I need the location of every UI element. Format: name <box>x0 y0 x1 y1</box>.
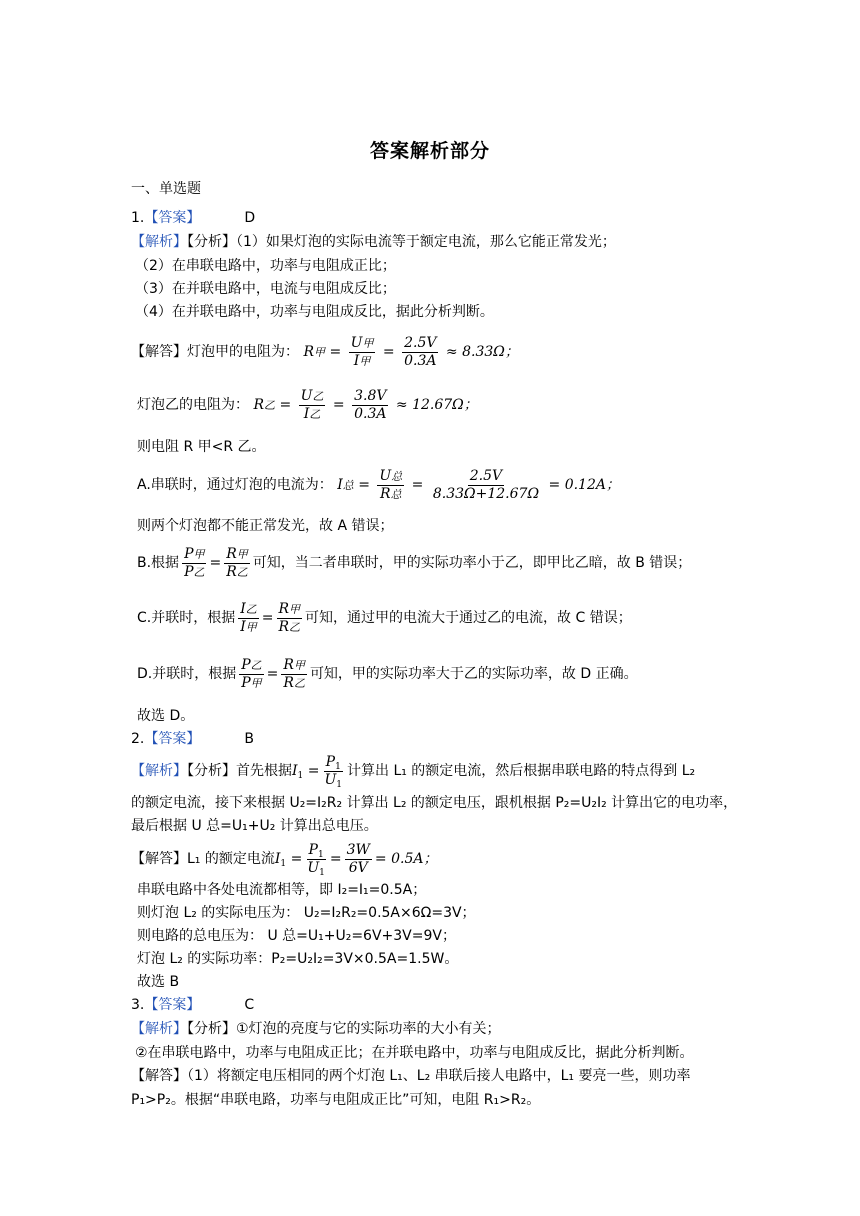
q1-option-b-line: B.根据 $\frac{\text{P甲}}{\text{P乙}}$ = $\frac{\text{R甲}}{\text{R乙}}$ 可知，当二者串联时，甲的实际功率小于乙，即甲比乙暗，故 B 错误； <box>137 545 692 580</box>
q2-fenxi-tag: 【分析】 <box>187 763 236 779</box>
q2-jieda-4: 则电路的总电压为： U 总=U₁+U₂=6V+3V=9V； <box>137 928 456 944</box>
q1-answer-line <box>131 208 255 228</box>
q1-number: 1. <box>131 210 145 226</box>
q1-r-jia-prefix: 灯泡甲的电阻为： <box>187 344 299 360</box>
q1-option-c-fraction-i: $\frac{\text{I乙}}{\text{I甲}}$ <box>240 600 257 635</box>
q3-answer-tag: 【答案】 <box>144 997 201 1013</box>
q2-jieda-tag: 【解答】 <box>131 851 187 867</box>
q1-compare: 则电阻 R 甲<R 乙。 <box>137 439 266 455</box>
q3-analysis-line: 【解析】【分析】①灯泡的亮度与它的实际功率的大小有关； <box>131 1021 501 1037</box>
q1-answer-value: D <box>244 210 256 226</box>
q1-option-a-fraction-symbolic: $\frac{\text{U总}}{\text{R总}}$ <box>379 467 403 502</box>
q2-jieda-fraction-values: $\frac{3W}{6V}$ <box>346 841 370 876</box>
q3-jieda-tag: 【解答】 <box>131 1068 187 1084</box>
q2-analysis-3: 最后根据 U 总=U₁+U₂ 计算出总电压。 <box>131 818 378 834</box>
q2-answer-tag: 【答案】 <box>144 731 201 747</box>
q3-fenxi-tag: 【分析】 <box>187 1021 236 1037</box>
q1-analysis-line <box>131 232 616 252</box>
q3-analysis-2: ②在串联电路中，功率与电阻成正比；在并联电路中，功率与电阻成反比，据此分析判断。 <box>135 1045 694 1061</box>
q1-analysis-1: （1）如果灯泡的实际电流等于额定电流，那么它能正常发光； <box>236 234 616 250</box>
q2-choose: 故选 B <box>137 974 180 990</box>
q1-option-a-line: A.串联时，通过灯泡的电流为： I总 = $\frac{\text{U总}}{\text{R总}}$ = $\frac{2.5V}{8.33\Omega+12.67\Omega}$ = 0.12A； <box>137 467 620 502</box>
q2-analysis-2: 的额定电流，接下来根据 U₂=I₂R₂ 计算出 L₂ 的额定电压，跟机根据 P₂=U₂I₂ 计算出它的电功率， <box>131 795 738 811</box>
q1-analysis-tag: 【解析】 <box>131 234 187 250</box>
q1-r-jia-result: ≈ 8.33Ω； <box>445 344 519 360</box>
q2-answer-line <box>131 729 254 749</box>
q1-analysis-2: （2）在串联电路中，功率与电阻成正比； <box>135 258 396 274</box>
q1-fenxi-tag: 【分析】 <box>187 234 236 250</box>
q1-r-yi-fraction-values: $\frac{3.8V}{0.3A}$ <box>354 387 387 422</box>
q1-r-jia-line: 【解答】灯泡甲的电阻为： R甲 = $\frac{\text{U甲}}{\text{I甲}}$ = $\frac{2.5V}{0.3A}$ ≈ 8.33Ω； <box>131 334 519 369</box>
q2-jieda-2: 串联电路中各处电流都相等，即 I₂=I₁=0.5A； <box>137 882 427 898</box>
q1-jieda-tag: 【解答】 <box>131 344 187 360</box>
q2-jieda-fraction-symbolic: $\frac{P_1}{U_1}$ <box>307 841 325 878</box>
q1-r-jia-fraction-values: $\frac{2.5V}{0.3A}$ <box>404 334 437 369</box>
q1-option-c-line: C.并联时，根据 $\frac{\text{I乙}}{\text{I甲}}$ = $\frac{\text{R甲}}{\text{R乙}}$ 可知，通过甲的电流大于通过乙的电流，故 C 错误； <box>137 600 632 635</box>
q2-answer-value: B <box>244 731 254 747</box>
q1-option-d-line: D.并联时，根据 $\frac{\text{P乙}}{\text{P甲}}$ = $\frac{\text{R甲}}{\text{R乙}}$ 可知，甲的实际功率大于乙的实际功率，故 D 正确。 <box>137 656 638 691</box>
q1-option-b-fraction-p: $\frac{\text{P甲}}{\text{P乙}}$ <box>184 545 205 580</box>
q3-jieda-line: 【解答】（1）将额定电压相同的两个灯泡 L₁、L₂ 串联后接人电路中，L₁ 要亮一些，则功率 <box>131 1068 691 1084</box>
q2-analysis-fraction: $\frac{P_1}{U_1}$ <box>324 753 342 790</box>
q1-r-yi-result: ≈ 12.67Ω； <box>395 397 478 413</box>
q3-answer-value: C <box>244 997 255 1013</box>
q1-option-c-fraction-r: $\frac{\text{R甲}}{\text{R乙}}$ <box>278 600 301 635</box>
q3-jieda-2: P₁>P₂。根据“串联电路，功率与电阻成正比”可知，电阻 R₁>R₂。 <box>131 1092 541 1108</box>
q1-r-yi-subscript: 乙 <box>264 399 275 412</box>
q2-jieda-line: 【解答】L₁ 的额定电流$I_1$ = $\frac{P_1}{U_1}$ = $\frac{3W}{6V}$ = 0.5A； <box>131 841 438 878</box>
q1-option-a-result: = 0.12A； <box>548 477 620 493</box>
q1-option-a-fraction-values: $\frac{2.5V}{8.33\Omega+12.67\Omega}$ <box>432 467 540 502</box>
q2-analysis-line: 【解析】【分析】首先根据$I_1$ = $\frac{P_1}{U_1}$ 计算出 L₁ 的额定电流，然后根据串联电路的特点得到 L₂ <box>131 753 696 790</box>
q1-option-d-fraction-r: $\frac{\text{R甲}}{\text{R乙}}$ <box>283 656 305 691</box>
q1-r-yi-symbol: R <box>253 397 264 413</box>
q1-choose: 故选 D。 <box>137 708 195 724</box>
q1-r-jia-fraction-symbolic: $\frac{\text{U甲}}{\text{I甲}}$ <box>350 334 374 369</box>
q1-r-jia-symbol: R <box>303 344 314 360</box>
q1-analysis-4: （4）在并联电路中，功率与电阻成反比，据此分析判断。 <box>135 304 494 320</box>
q1-r-jia-subscript: 甲 <box>314 346 325 359</box>
q2-jieda-3: 则灯泡 L₂ 的实际电压为： U₂=I₂R₂=0.5A×6Ω=3V； <box>137 905 476 921</box>
q2-jieda-5: 灯泡 L₂ 的实际功率：P₂=U₂I₂=3V×0.5A=1.5W。 <box>137 951 459 967</box>
q3-number: 3. <box>131 997 145 1013</box>
q1-answer-tag: 【答案】 <box>144 210 201 226</box>
q1-option-a-conclusion: 则两个灯泡都不能正常发光，故 A 错误； <box>137 518 394 534</box>
q3-analysis-tag: 【解析】 <box>131 1021 187 1037</box>
q1-r-yi-line: 灯泡乙的电阻为： R乙 = $\frac{\text{U乙}}{\text{I乙}}$ = $\frac{3.8V}{0.3A}$ ≈ 12.67Ω； <box>137 387 478 422</box>
q1-r-yi-fraction-symbolic: $\frac{\text{U乙}}{\text{I乙}}$ <box>300 387 324 422</box>
page-title: 答案解析部分 <box>369 140 490 162</box>
q1-r-yi-prefix: 灯泡乙的电阻为： <box>137 397 249 413</box>
q1-option-b-fraction-r: $\frac{\text{R甲}}{\text{R乙}}$ <box>226 545 248 580</box>
q1-option-a-prefix: A.串联时，通过灯泡的电流为： <box>137 477 333 493</box>
q2-analysis-tag: 【解析】 <box>131 763 187 779</box>
q3-answer-line <box>131 995 254 1015</box>
q2-number: 2. <box>131 731 145 747</box>
q1-analysis-3: （3）在并联电路中，电流与电阻成反比； <box>135 281 396 297</box>
q1-option-d-fraction-p: $\frac{\text{P乙}}{\text{P甲}}$ <box>241 656 262 691</box>
section-heading: 一、单选题 <box>131 181 201 197</box>
